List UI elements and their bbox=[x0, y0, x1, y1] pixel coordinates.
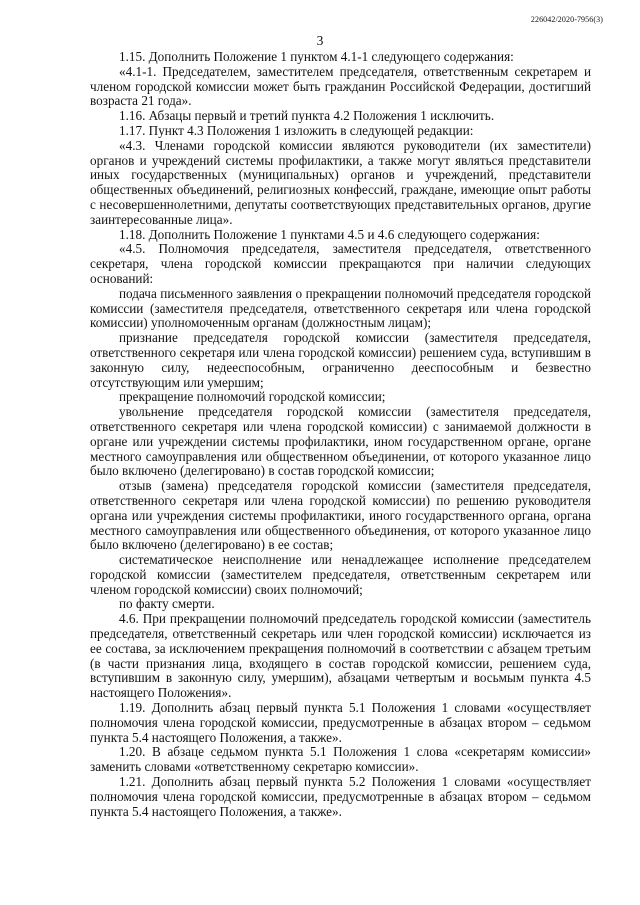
paragraph-1-20: 1.20. В абзаце седьмом пункта 5.1 Положения 1 слова «секретарям комиссии» заменить словами «ответственному секретарю комиссии». bbox=[90, 744, 591, 775]
paragraph-4-1-1: «4.1-1. Председателем, заместителем председателя, ответственным секретарем и членом городской комиссии может быть гражданин Российской Федерации, достигший возраста 21 года». bbox=[90, 63, 591, 109]
paragraph-1-18: 1.18. Дополнить Положение 1 пунктами 4.5 и 4.6 следующего содержания: bbox=[119, 226, 540, 242]
document-number: 226042/2020-7956(3) bbox=[530, 15, 603, 24]
page-number: 3 bbox=[316, 33, 324, 48]
document-body bbox=[90, 50, 591, 819]
paragraph-ground-3: прекращение полномочий городской комиссии; bbox=[119, 389, 386, 405]
paragraph-ground-2: признание председателя городской комиссии (заместителя председателя, ответственного секретаря или члена городской комиссии) решением суда, вступившим в законную силу, недееспособным, ограниченно дееспособным и безвестно отсутствующим или умершим; bbox=[90, 330, 591, 390]
paragraph-4-6: 4.6. При прекращении полномочий председатель городской комиссии (заместитель председателя, ответственный секретарь или член городской комиссии) исключается из ее состава, за исключением прекращения полномочий в соответствии с абзацем третьим (в части признания лица, входящего в состав городской комиссии, решением суда, вступившим в законную силу, умершим), абзацами четвертым и восьмым пункта 4.5 настоящего Положения». bbox=[90, 611, 591, 701]
paragraph-ground-4: увольнение председателя городской комиссии (заместителя председателя, ответственного секретаря или члена городской комиссии) с занимаемой должности в органе или учреждении системы профилактики, ином государственном органе, органе местного самоуправления или общественном объединении, от которого указанное лицо было включено (делегировано) в состав городской комиссии; bbox=[90, 404, 591, 479]
paragraph-1-15: 1.15. Дополнить Положение 1 пунктом 4.1-1 следующего содержания: bbox=[119, 49, 514, 64]
paragraph-4-3: «4.3. Членами городской комиссии являются руководители (их заместители) органов и учреждений системы профилактики, а также могут являться представители иных государственных (муниципальных) органов и учреждений, представители общественных объединений, религиозных конфессий, граждане, имеющие опыт работы с несовершеннолетними, депутаты соответствующих представительных органов, другие заинтересованные лица». bbox=[90, 137, 591, 227]
paragraph-1-17: 1.17. Пункт 4.3 Положения 1 изложить в следующей редакции: bbox=[119, 122, 474, 138]
paragraph-ground-5: отзыв (замена) председателя городской комиссии (заместителя председателя, ответственного секретаря или члена городской комиссии) по решению руководителя органа или учреждения системы профилактики, иного государственного органа, органа местного самоуправления или общественного объединения, от которого указанное лицо было включено (делегировано) в ее состав; bbox=[90, 478, 591, 553]
paragraph-ground-7: по факту смерти. bbox=[119, 596, 215, 612]
paragraph-ground-1: подача письменного заявления о прекращении полномочий председателя городской комиссии (заместителя председателя, ответственного секретаря или члена городской комиссии) уполномоченным органам (должностным лицам); bbox=[90, 285, 591, 331]
paragraph-4-5: «4.5. Полномочия председателя, заместителя председателя, ответственного секретаря, члена городской комиссии прекращаются при наличии следующих оснований: bbox=[90, 241, 591, 286]
paragraph-1-19: 1.19. Дополнить абзац первый пункта 5.1 Положения 1 словами «осуществляет полномочия члена городской комиссии, предусмотренные в абзацах втором – седьмом пункта 5.4 настоящего Положения, а также». bbox=[90, 700, 591, 745]
paragraph-ground-6: систематическое неисполнение или ненадлежащее исполнение председателем городской комиссии (заместителем председателя, ответственным секретарем или членом городской комиссии) своих полномочий; bbox=[90, 552, 591, 597]
paragraph-1-21: 1.21. Дополнить абзац первый пункта 5.2 Положения 1 словами «осуществляет полномочия члена городской комиссии, предусмотренные в абзацах втором – седьмом пункта 5.4 настоящего Положения, а также». bbox=[90, 774, 591, 819]
paragraph-1-16: 1.16. Абзацы первый и третий пункта 4.2 Положения 1 исключить. bbox=[119, 108, 495, 124]
